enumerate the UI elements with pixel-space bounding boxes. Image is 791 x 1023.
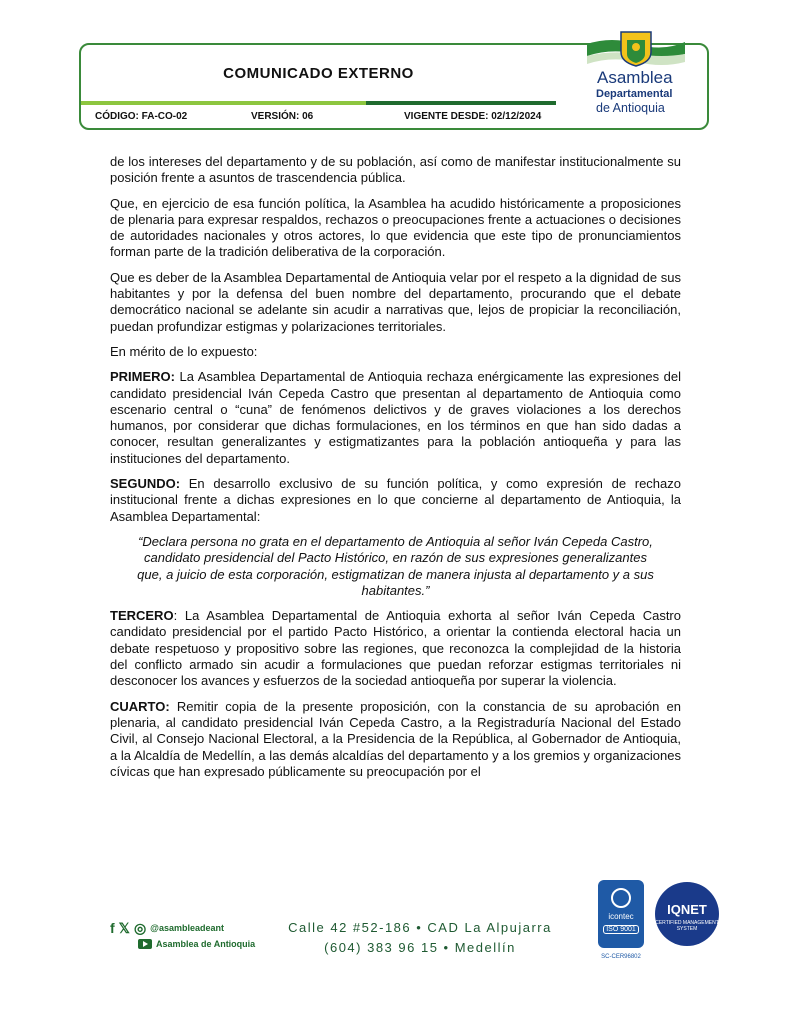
social-handle[interactable]: @asambleadeant [150,923,224,933]
asamblea-logo [579,30,699,125]
address-line: Calle 42 #52-186 • CAD La Alpujarra [288,920,552,935]
phone-line: (604) 383 96 15 • Medellín [324,940,516,955]
paragraph: Que es deber de la Asamblea Departamental de Antioquia velar por el respeto a la dignidad de sus habitantes y por la defensa del buen nombre del departamento, procurando que el debate democrático nacional se adelante sin acudir a narrativas que, lejos de propiciar la reconciliación, puedan profundizar estigmas y polarizaciones territoriales. [110,269,681,334]
iso-label: ISO 9001 [603,925,639,934]
icontec-logo-icon [611,888,631,908]
article-tercero [110,608,681,689]
article-label: TERCERO [110,608,174,624]
certificate-code: SC-CER96802 [601,954,641,960]
header-divider [81,101,556,105]
article-primero [110,369,681,467]
article-segundo [110,476,681,525]
declaration-quote: “Declara persona no grata en el departamento de Antioquia al señor Iván Cepeda Castro, candidato presidencial del Pacto Histórico, en razón de sus expresiones generalizantes que, a juicio de esta corporación, estigmatizan de manera injusta al departamento y a sus habitantes.” [137,533,654,598]
document-title: COMUNICADO EXTERNO [223,65,414,82]
paragraph: Que, en ejercicio de esa función política, la Asamblea ha acudido históricamente a proposiciones de plenaria para expresar respaldos, rechazos o preocupaciones frente a actuaciones o decisiones de autoridades nacionales y otros actores, lo que evidencia que este tipo de pronunciamientos forman parte de la tradición deliberativa de la corporación. [110,195,681,260]
paragraph: de los intereses del departamento y de su población, así como de manifestar institucionalmente su posición frente a asuntos de trascendencia pública. [110,154,681,186]
youtube-row [110,936,255,952]
x-icon[interactable]: 𝕏 [118,919,130,936]
document-code: CÓDIGO: FA-CO-02 [95,111,188,122]
article-text: La Asamblea Departamental de Antioquia rechaza enérgicamente las expresiones del candidato presidencial Iván Cepeda Castro que presentan al departamento de Antioquia como escenario central o “cuna” de fenómenos delictivos y de graves violaciones a los derechos humanos, por considerar que dichas formulaciones, en los términos en que han sido dadas a conocer, resultan generalizantes y estigmatizantes para la población antioqueña y para las instituciones del departamento. [110,369,681,466]
logo-text-antioquia: de Antioquia [596,101,665,115]
article-text: Remitir copia de la presente proposición, con la constancia de su aprobación en plenaria, al candidato presidencial Iván Cepeda Castro, a la Registraduría Nacional del Estado Civil, al Consejo Nacional Electoral, a la Presidencia de la República, al Gobernador de Antioquia, a la Alcaldía de Medellín, a las demás alcaldías del departamento y a los gremios y organizaciones cívicas que han expresado públicamente su preocupación por el [110,698,681,779]
article-cuarto [110,699,681,780]
youtube-icon[interactable] [138,939,152,949]
social-handle-row [110,920,255,936]
logo-text-departamental: Departamental [596,88,673,100]
iqnet-certification-badge [655,882,719,946]
article-label: PRIMERO: [110,369,175,385]
iqnet-subtitle: CERTIFIED MANAGEMENT SYSTEM [655,920,719,932]
youtube-channel[interactable]: Asamblea de Antioquia [156,939,256,949]
facebook-icon[interactable]: f [110,920,115,936]
instagram-icon[interactable]: ◎ [133,919,147,936]
article-label: CUARTO: [110,698,170,714]
document-header [79,43,709,130]
document-version: VERSIÓN: 06 [251,111,314,122]
footer-social [110,920,255,952]
article-label: SEGUNDO: [110,476,181,492]
icontec-certification-badge [598,880,644,948]
article-text: : La Asamblea Departamental de Antioquia exhorta al señor Iván Cepeda Castro candidato presidencial por el partido Pacto Histórico, a orientar la contienda electoral hacia un debate respetuoso y propositivo sobre las regiones, que reconozca la complejidad de la historia del conflicto armado sin acudir a formulaciones que puedan reforzar estigmas territoriales ni desconocer los avances y esfuerzos de la sociedad antioqueña por superar la violencia. [110,608,681,689]
icontec-name: icontec [608,912,634,921]
flag-shield-icon [587,30,685,68]
logo-text-asamblea: Asamblea [597,68,673,87]
footer-address [270,918,570,958]
paragraph: En mérito de lo expuesto: [110,343,258,359]
iqnet-name: IQNET [667,902,707,917]
document-valid-date: VIGENTE DESDE: 02/12/2024 [404,111,542,122]
article-text: En desarrollo exclusivo de su función política, y como expresión de rechazo institucional frente a dichas expresiones en lo que concierne al departamento de Antioquia, la Asamblea Departamental: [110,476,681,524]
document-body [110,154,681,789]
